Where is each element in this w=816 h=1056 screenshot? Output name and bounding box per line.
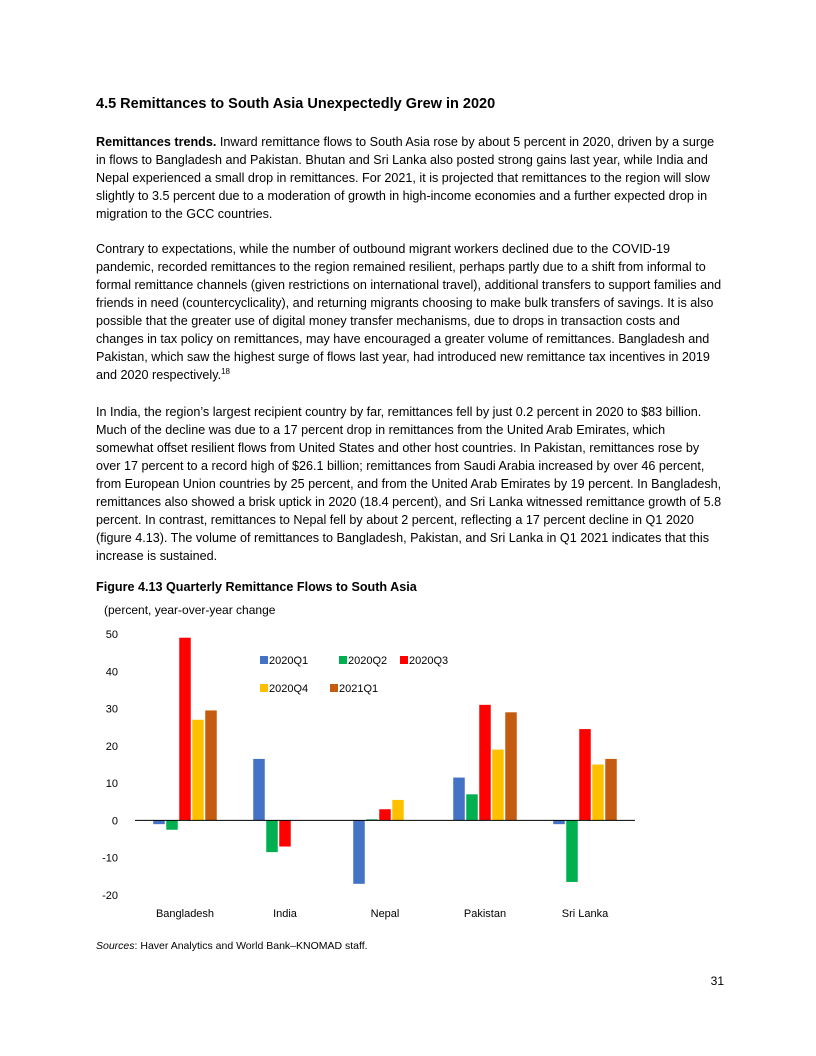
y-tick-label: -10 [102,852,118,865]
bar-2020Q2-india [266,820,278,852]
y-tick-label: 0 [111,815,118,828]
x-category-label: Sri Lanka [561,908,609,920]
legend-label: 2021Q1 [339,683,379,695]
legend-label: 2020Q4 [269,683,309,695]
bar-2020Q1-pakistan [453,778,465,821]
paragraph-remittance-trends [96,133,724,223]
bar-2020Q1-india [253,759,265,821]
y-tick-label: 50 [105,629,118,641]
section-heading: 4.5 Remittances to South Asia Unexpectedly Grew in 2020 [96,96,496,112]
legend-swatch [400,656,408,664]
bar-2020Q4-bangladesh [192,720,204,821]
legend-label: 2020Q1 [269,655,309,667]
figure-sources [96,940,724,952]
bar-2020Q4-sri-lanka [592,765,604,821]
legend-swatch [260,656,268,664]
y-tick-label: 30 [105,703,118,716]
x-category-label: Bangladesh [155,908,215,920]
bar-2021Q1-pakistan [505,712,517,820]
bar-2020Q1-bangladesh [153,820,165,824]
paragraph-body: Contrary to expectations, while the number of outbound migrant workers declined due to the COVID-19 pandemic, recorded remittances to the region remained resilient, perhaps partly due to a shift from informal to formal remittance channels (given restrictions on international travel), additional transfers to support families and friends in need (countercyclicality), and returning migrants choosing to make bulk transfers of savings. It is also possible that the greater use of digital money transfer mechanisms, due to drops in transaction costs and changes in tax policy on remittances, may have encouraged a greater volume of remittances. Bangladesh and Pakistan, which saw the highest surge of flows last year, had introduced new remittance tax incentives in 2019 and 2020 respectively. [96,242,722,382]
bar-2020Q4-nepal [392,800,404,821]
bar-2020Q3-india [279,820,291,846]
sources-text: : Haver Analytics and World Bank–KNOMAD staff. [134,940,368,952]
footnote-marker[interactable]: 18 [221,366,230,376]
page-number: 31 [710,974,724,988]
x-category-label: Pakistan [463,908,507,920]
bar-2020Q3-pakistan [479,705,491,821]
x-category-label: India [273,908,297,920]
paragraph-body: In India, the region’s largest recipient country by far, remittances fell by just 0.2 percent in 2020 to $83 billion. Much of the decline was due to a 17 percent drop in remittances from the United Arab Emirates, which somewhat offset resilient flows from United States and other host countries. In Pakistan, remittances rose by over 17 percent to a record high of $26.1 billion; remittances from Saudi Arabia increased by over 46 percent, from European Union countries by 25 percent, and from the United Arab Emirates by 19 percent. In Bangladesh, remittances also showed a brisk uptick in 2020 (18.4 percent), and Sri Lanka witnessed remittance growth of 5.8 percent. In contrast, remittances to Nepal fell by about 2 percent, reflecting a 17 percent decline in Q1 2020 (figure 4.13). The volume of remittances to Bangladesh, Pakistan, and Sri Lanka in Q1 2021 indicates that this increase is sustained. [96,405,722,563]
bar-2020Q1-sri-lanka [553,820,565,824]
legend-label: 2020Q2 [348,655,388,667]
paragraph-body: Inward remittance flows to South Asia rose by about 5 percent in 2020, driven by a surge in flows to Bangladesh and Pakistan. Bhutan and Sri Lanka also posted strong gains last year, while India and Nepal experienced a small drop in remittances. For 2021, it is projected that remittances to the region will slow slightly to 3.5 percent due to a moderation of growth in high-income economies and a further expected drop in migration to the GCC countries. [96,135,715,221]
y-tick-label: 20 [105,740,118,753]
y-tick-label: -20 [102,890,118,902]
paragraph-resilience [96,240,724,384]
y-tick-label: 40 [105,666,118,679]
bar-2020Q3-nepal [379,809,391,820]
paragraph-lead-in: Remittances trends. [96,135,217,149]
legend-swatch [339,656,347,664]
bar-2021Q1-bangladesh [205,710,217,820]
paragraph-country-detail [96,403,724,565]
bar-2020Q3-sri-lanka [579,729,591,820]
sources-label: Sources [96,940,135,952]
bar-2020Q4-pakistan [492,750,504,821]
bar-2020Q3-bangladesh [179,638,191,821]
bar-2020Q1-nepal [353,820,365,883]
figure-subtitle: (percent, year-over-year change [104,603,276,617]
bar-2020Q2-bangladesh [166,820,178,829]
x-category-label: Nepal [370,908,400,920]
bar-2020Q2-pakistan [466,794,478,820]
remittance-bar-chart [90,620,650,930]
legend-swatch [260,684,268,692]
bar-2021Q1-sri-lanka [605,759,617,821]
bar-2020Q2-sri-lanka [566,820,578,882]
legend-label: 2020Q3 [409,655,449,667]
legend-swatch [330,684,338,692]
y-tick-label: 10 [105,778,118,791]
figure-title: Figure 4.13 Quarterly Remittance Flows to South Asia [96,580,417,594]
